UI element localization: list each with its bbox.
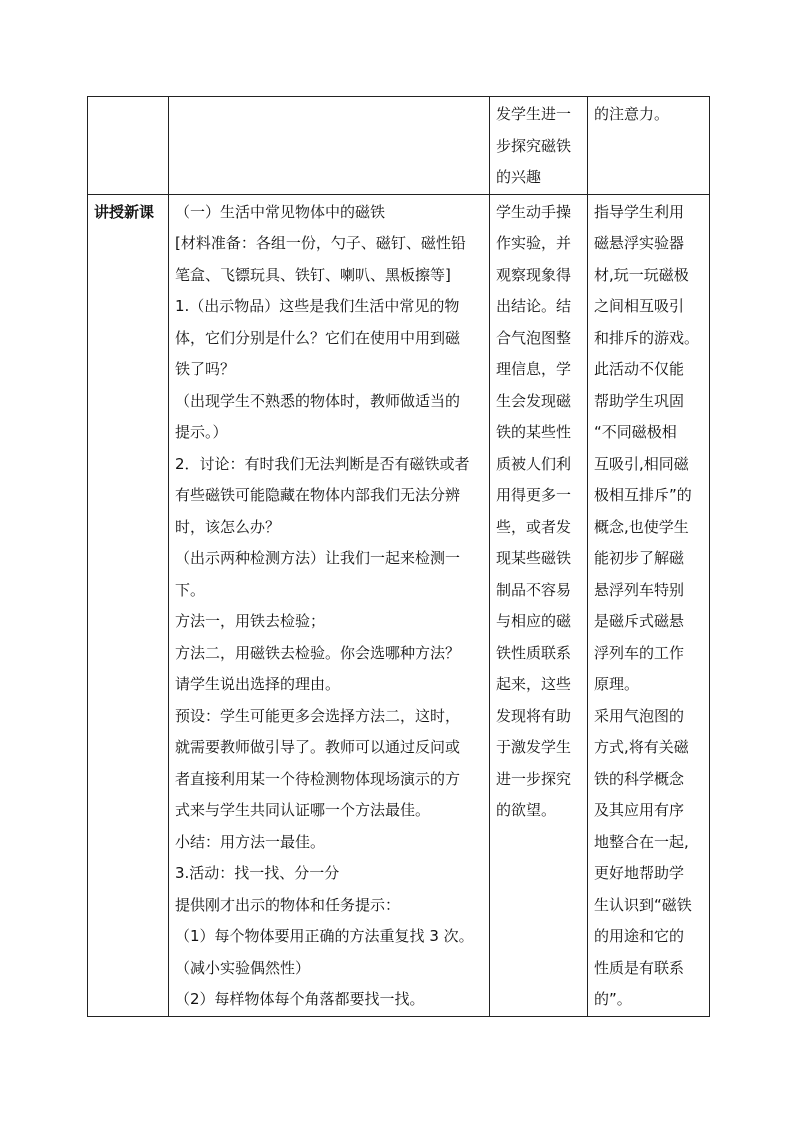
text-line: 方法一，用铁去检验； xyxy=(175,612,326,630)
text-line: 铁的科学概念 xyxy=(594,769,685,788)
text-line: 浮列车的工作 xyxy=(594,643,685,662)
row1-content-cell xyxy=(169,97,490,195)
text-line: 铁性质联系 xyxy=(496,643,572,662)
text-line: 理信息，学 xyxy=(496,360,572,378)
text-line: 合气泡图整 xyxy=(496,328,572,347)
text-line: 此活动不仅能 xyxy=(594,360,685,378)
teaching-content-cell xyxy=(169,194,490,1016)
text-line: 发现将有助 xyxy=(496,706,572,725)
text-line: 现某些磁铁 xyxy=(496,549,572,567)
text-line: 概念,也使学生 xyxy=(594,517,689,536)
text-line: 下。 xyxy=(175,580,206,599)
text-line: 笔盒、飞镖玩具、铁钉、喇叭、黑板擦等] xyxy=(175,265,451,284)
student-activity-cell xyxy=(490,194,588,1016)
text-line: “不同磁极相 xyxy=(594,423,677,441)
text-line: 者直接利用某一个待检测物体现场演示的方 xyxy=(175,769,461,788)
text-line: 质被人们利 xyxy=(496,454,572,473)
text-line: 铁的某些性 xyxy=(496,423,572,441)
text-line: 1.（出示物品）这些是我们生活中常见的物 xyxy=(175,297,460,315)
text-line: （1）每个物体要用正确的方法重复找 3 次。 xyxy=(175,927,474,945)
row1-design-intent-cell xyxy=(588,97,710,195)
text-line: 的用途和它的 xyxy=(594,927,685,945)
text-line: 小结：用方法一最佳。 xyxy=(175,832,326,851)
text-line: 制品不容易 xyxy=(496,580,572,599)
text-line: 的注意力。 xyxy=(594,105,670,123)
text-line: 作实验，并 xyxy=(496,234,572,252)
text-line: 极相互排斥”的 xyxy=(594,486,692,504)
text-line: 3.活动：找一找、分一分 xyxy=(175,864,340,882)
text-line: 出结论。结 xyxy=(496,297,572,315)
text-line: 生会发现磁 xyxy=(496,391,572,410)
text-line: 用得更多一 xyxy=(496,486,572,504)
text-line: 步探究磁铁 xyxy=(496,136,572,155)
text-line: [材料准备：各组一份，勺子、磁钉、磁性铅 xyxy=(175,234,466,252)
text-line: 发学生进一 xyxy=(496,105,572,123)
section-label-cell: 讲授新课 xyxy=(88,194,169,1016)
text-line: 材,玩一玩磁极 xyxy=(594,265,689,284)
table-row xyxy=(88,194,710,1016)
lesson-plan-table xyxy=(87,96,710,1017)
text-line: 磁悬浮实验器 xyxy=(594,234,685,252)
text-line: 互吸引,相同磁 xyxy=(594,454,689,473)
text-line: 式来与学生共同认证哪一个方法最佳。 xyxy=(175,801,431,819)
text-line: 悬浮列车特别 xyxy=(594,580,685,599)
text-line: 与相应的磁 xyxy=(496,612,572,630)
text-line: 及其应用有序 xyxy=(594,801,685,819)
text-line: 就需要教师做引导了。教师可以通过反问或 xyxy=(175,738,461,756)
design-intent-cell xyxy=(588,194,710,1016)
text-line: 些，或者发 xyxy=(496,517,572,536)
text-line: 有些磁铁可能隐藏在物体内部我们无法分辨 xyxy=(175,486,461,504)
text-line: （出现学生不熟悉的物体时，教师做适当的 xyxy=(175,391,461,410)
text-line: 地整合在一起, xyxy=(594,832,689,851)
text-line: 体，它们分别是什么？它们在使用中用到磁 xyxy=(175,328,461,347)
text-line: 采用气泡图的 xyxy=(594,706,685,725)
text-line: 时，该怎么办？ xyxy=(175,517,281,536)
text-line: 和排斥的游戏。 xyxy=(594,328,700,347)
text-line: 指导学生利用 xyxy=(594,202,685,221)
text-line: 进一步探究 xyxy=(496,769,572,788)
text-line: 铁了吗？ xyxy=(175,360,236,378)
text-line: 预设：学生可能更多会选择方法二，这时， xyxy=(175,706,461,725)
text-line: 请学生说出选择的理由。 xyxy=(175,675,341,693)
text-line: 能初步了解磁 xyxy=(594,549,685,567)
text-line: 的”。 xyxy=(594,990,632,1008)
text-line: （一）生活中常见物体中的磁铁 xyxy=(175,202,386,221)
text-line: 于激发学生 xyxy=(496,738,572,756)
text-line: （出示两种检测方法）让我们一起来检测一 xyxy=(175,549,461,567)
text-line: 方法二，用磁铁去检验。你会选哪种方法？ xyxy=(175,643,461,662)
text-line: （2）每样物体每个角落都要找一找。 xyxy=(175,990,425,1008)
text-line: 生认识到“磁铁 xyxy=(594,895,692,914)
text-line: 的兴趣 xyxy=(496,168,542,186)
text-line: 观察现象得 xyxy=(496,265,572,284)
text-line: 2．讨论：有时我们无法判断是否有磁铁或者 xyxy=(175,454,470,473)
text-line: 学生动手操 xyxy=(496,202,572,221)
text-line: 起来，这些 xyxy=(496,675,572,693)
row1-label-cell xyxy=(88,97,169,195)
text-line: 是磁斥式磁悬 xyxy=(594,612,685,630)
text-line: 性质是有联系 xyxy=(594,958,685,977)
text-line: 提供刚才出示的物体和任务提示： xyxy=(175,895,401,914)
text-line: 之间相互吸引 xyxy=(594,297,685,315)
text-line: 提示。） xyxy=(175,423,228,441)
text-line: 原理。 xyxy=(594,675,640,693)
table-row xyxy=(88,97,710,195)
text-line: 帮助学生巩固 xyxy=(594,391,685,410)
row1-student-activity-cell xyxy=(490,97,588,195)
text-line: 更好地帮助学 xyxy=(594,864,685,882)
text-line: 方式,将有关磁 xyxy=(594,738,689,756)
text-line: （减小实验偶然性） xyxy=(175,958,311,977)
text-line: 的欲望。 xyxy=(496,801,557,819)
